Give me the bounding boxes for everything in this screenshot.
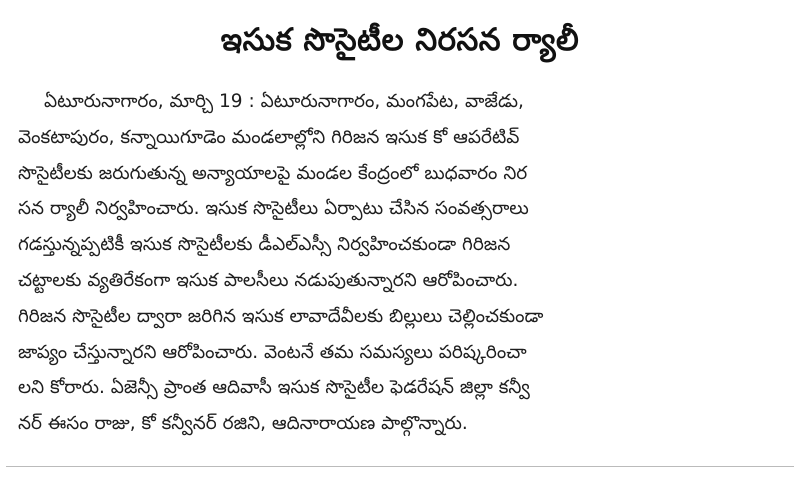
article-line: సన ర్యాలీ నిర్వహించారు. ఇసుక సొసైటీలు ఏర్పాటు చేసిన సంవత్సరాలు	[18, 198, 529, 220]
article-body	[18, 84, 788, 442]
article-line: జాప్యం చేస్తున్నారని ఆరోపించారు. వెంటనే తమ సమస్యలు పరిష్కరించా	[18, 341, 527, 363]
article-line: చట్టాలకు వ్యతిరేకంగా ఇసుక పాలసీలు నడుపుతున్నారని ఆరోపించారు.	[18, 269, 519, 291]
section-divider	[6, 466, 794, 467]
article-line: లని కోరారు. ఏజెన్సీ ప్రాంత ఆదివాసీ ఇసుక సొసైటీల ఫెడరేషన్ జిల్లా కన్వీ	[18, 377, 530, 399]
article-line: ఏటూరునాగారం, మార్చి 19 : ఏటూరునాగారం, మంగపేట, వాజేడు,	[44, 91, 524, 112]
article-line: వెంకటాపురం, కన్నాయిగూడెం మండలాల్లోని గిరిజన ఇసుక కో ఆపరేటివ్	[18, 126, 520, 148]
article-line: గిరిజన సొసైటీల ద్వారా జరిగిన ఇసుక లావాదేవీలకు బిల్లులు చెల్లించకుండా	[18, 305, 544, 327]
article-line: నర్ ఈసం రాజు, కో కన్వీనర్ రజిని, ఆదినారాయణ పాల్గొన్నారు.	[18, 413, 468, 435]
article-line: సొసైటీలకు జరుగుతున్న అన్యాయాలపై మండల కేంద్రంలో బుధవారం నిర	[18, 162, 528, 184]
article-headline: ఇసుక సొసైటీల నిరసన ర్యాలీ	[220, 22, 580, 58]
clipped-next-headline	[30, 478, 770, 497]
clipped-previous-article-text	[160, 0, 640, 11]
article-line: గడస్తున్నప్పటికీ ఇసుక సొసైటీలకు డీఎల్ఎస్సీ నిర్వహించకుండా గిరిజన	[18, 234, 511, 256]
